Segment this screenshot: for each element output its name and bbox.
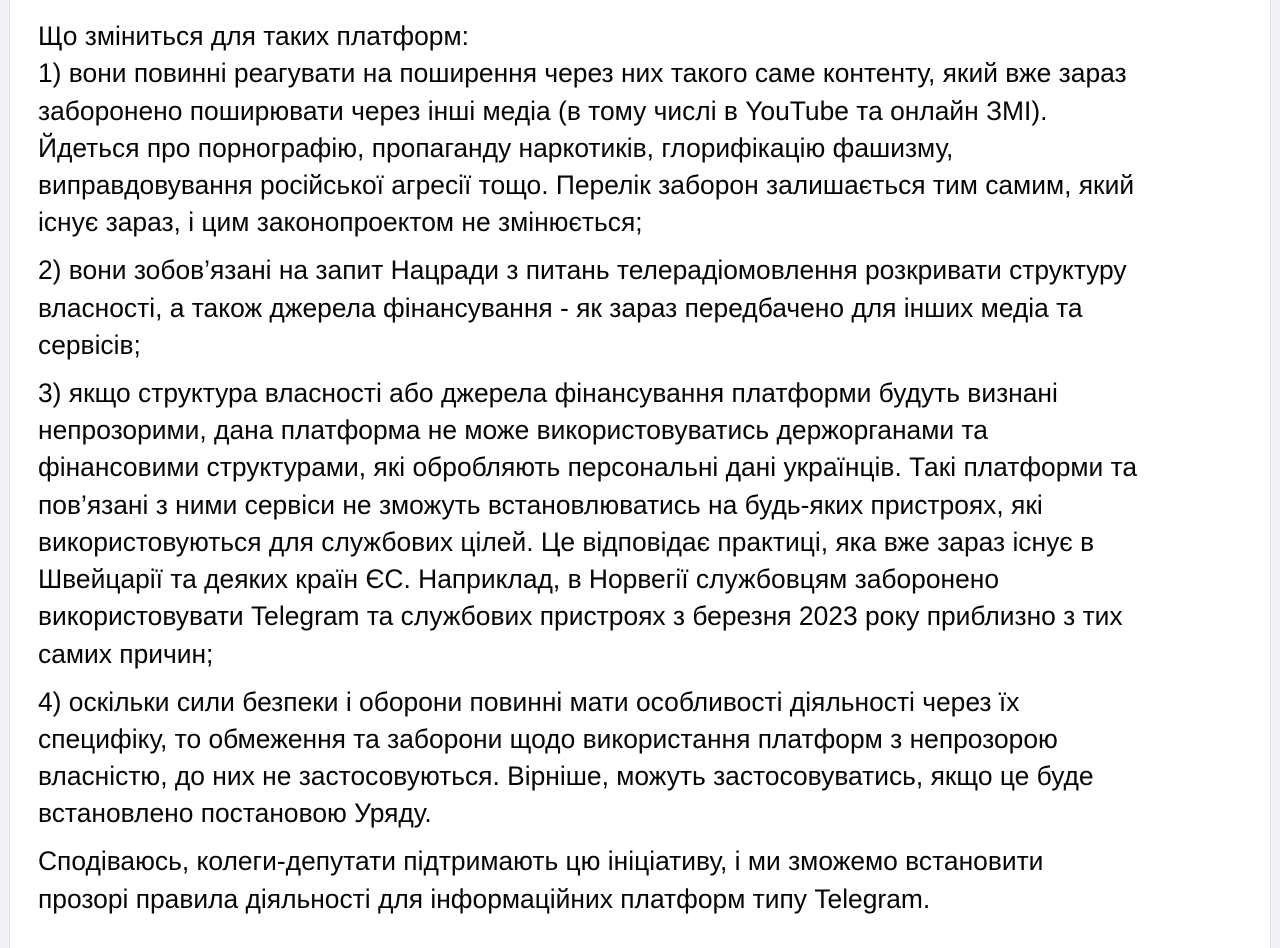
text-line: непрозорими, дана платформа не може використовуватись держорганами та xyxy=(38,414,988,445)
text-line: фінансовими структурами, які обробляють персональні дані українців. Такі платформи та xyxy=(38,452,1138,483)
text-line: використовуються для службових цілей. Це відповідає практиці, яка вже зараз існує в xyxy=(38,526,1095,557)
text-line: Сподіваюсь, колеги-депутати підтримають цю ініціативу, і ми зможемо встановити xyxy=(38,846,1044,877)
text-line: 1) вони повинні реагувати на поширення через них такого саме контенту, який вже зараз xyxy=(38,58,1127,89)
paragraph-intro xyxy=(38,18,1258,242)
text-line: виправдовування російської агресії тощо. Перелік заборон залишається тим самим, який xyxy=(38,170,1135,201)
text-line: Йдеться про порнографію, пропаганду наркотиків, глорифікацію фашизму, xyxy=(38,132,954,163)
text-line: заборонено поширювати через інші медіа (в тому числі в YouTube та онлайн ЗМІ). xyxy=(38,95,1048,126)
paragraph-2 xyxy=(38,252,1258,364)
post-text xyxy=(38,18,1258,918)
text-line: Що зміниться для таких платформ: xyxy=(38,21,469,51)
post-card xyxy=(9,0,1271,948)
text-line: специфіку, то обмеження та заборони щодо використання платформ з непрозорою xyxy=(38,723,1058,754)
text-line: 2) вони зобов’язані на запит Нацради з питань телерадіомовлення розкривати структуру xyxy=(38,255,1127,286)
text-line: 3) якщо структура власності або джерела фінансування платформи будуть визнані xyxy=(38,377,1058,408)
paragraph-3 xyxy=(38,375,1258,673)
text-line: прозорі правила діяльності для інформаційних платформ типу Telegram. xyxy=(38,883,931,914)
text-line: сервісів; xyxy=(38,329,141,360)
text-line: самих причин; xyxy=(38,638,214,669)
paragraph-4 xyxy=(38,684,1258,833)
text-line: власності, а також джерела фінансування - як зараз передбачено для інших медіа та xyxy=(38,292,1083,323)
text-line: 4) оскільки сили безпеки і оборони повинні мати особливості діяльності через їх xyxy=(38,686,1020,717)
text-line: Швейцарії та деяких країн ЄС. Наприклад, в Норвегії службовцям заборонено xyxy=(38,564,1000,595)
text-line: встановлено постановою Уряду. xyxy=(38,798,432,829)
text-line: пов’язані з ними сервіси не зможуть встановлюватись на будь-яких пристроях, які xyxy=(38,489,1043,520)
paragraph-closing xyxy=(38,843,1258,918)
text-line: використовувати Telegram та службових пристроях з березня 2023 року приблизно з тих xyxy=(38,601,1123,632)
text-line: існує зараз, і цим законопроектом не змінюється; xyxy=(38,207,643,238)
text-line: власністю, до них не застосовуються. Вірніше, можуть застосовуватись, якщо це буде xyxy=(38,761,1094,792)
